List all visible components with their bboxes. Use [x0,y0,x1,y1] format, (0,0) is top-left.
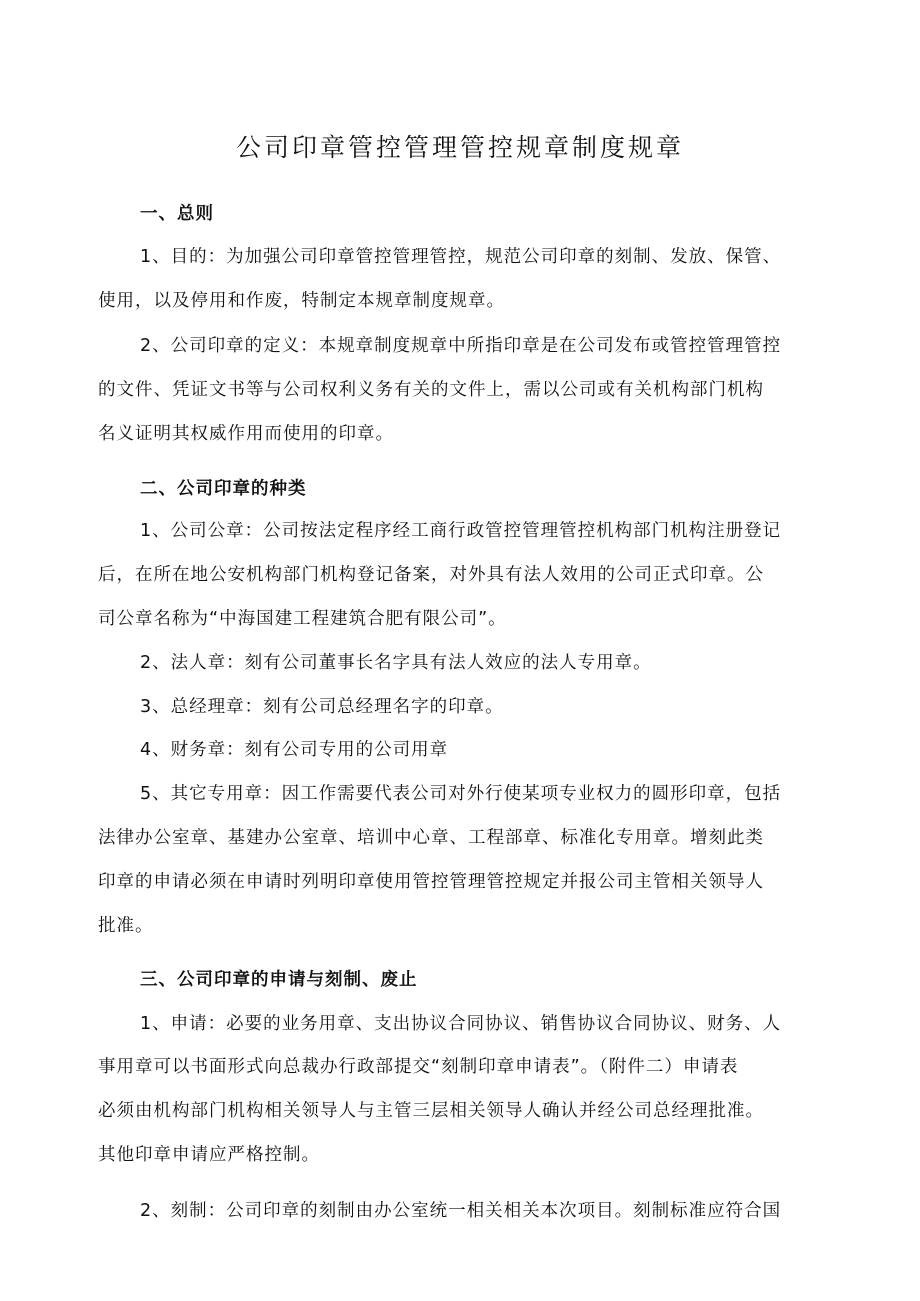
paragraph-line: 1、公司公章：公司按法定程序经工商行政管控管理管控机构部门机构注册登记 [140,521,782,541]
section-heading-general: 一、总则 [140,204,214,224]
paragraph-line: 2、公司印章的定义：本规章制度规章中所指印章是在公司发布或管控管理管控 [140,336,782,356]
paragraph-line: 2、法人章：刻有公司董事长名字具有法人效应的法人专用章。 [140,653,652,673]
paragraph-line: 必须由机构部门机构相关领导人与主管三层相关领导人确认并经公司总经理批准。 [98,1101,764,1121]
paragraph-line: 后，在所在地公安机构部门机构登记备案，对外具有法人效用的公司正式印章。公 [98,565,764,585]
paragraph-line: 其他印章申请应严格控制。 [98,1145,320,1165]
paragraph-line: 批准。 [98,916,154,936]
paragraph-line: 事用章可以书面形式向总裁办行政部提交“刻制印章申请表”。（附件二）申请表 [98,1057,739,1077]
section-heading-application: 三、公司印章的申请与刻制、废止 [140,970,418,990]
paragraph-line: 印章的申请必须在申请时列明印章使用管控管理管控规定并报公司主管相关领导人 [98,872,764,892]
section-heading-seal-types: 二、公司印章的种类 [140,479,307,499]
paragraph-line: 司公章名称为“中海国建工程建筑合肥有限公司”。 [98,609,507,629]
paragraph-line: 使用，以及停用和作废，特制定本规章制度规章。 [98,291,505,311]
document-title: 公司印章管控管理管控规章制度规章 [235,133,684,162]
paragraph-line: 4、财务章：刻有公司专用的公司用章 [140,740,449,760]
paragraph-line: 5、其它专用章：因工作需要代表公司对外行使某项专业权力的圆形印章，包括 [140,784,782,804]
paragraph-line: 法律办公室章、基建办公室章、培训中心章、工程部章、标准化专用章。增刻此类 [98,828,764,848]
paragraph-line: 3、总经理章：刻有公司总经理名字的印章。 [140,697,504,717]
paragraph-line: 2、刻制：公司印章的刻制由办公室统一相关相关本次项目。刻制标准应符合国 [140,1201,782,1221]
paragraph-line: 名义证明其权威作用而使用的印章。 [98,424,394,444]
paragraph-line: 1、目的：为加强公司印章管控管理管控，规范公司印章的刻制、发放、保管、 [140,247,782,267]
paragraph-line: 1、申请：必要的业务用章、支出协议合同协议、销售协议合同协议、财务、人 [140,1014,782,1034]
paragraph-line: 的文件、凭证文书等与公司权利义务有关的文件上，需以公司或有关机构部门机构 [98,380,764,400]
